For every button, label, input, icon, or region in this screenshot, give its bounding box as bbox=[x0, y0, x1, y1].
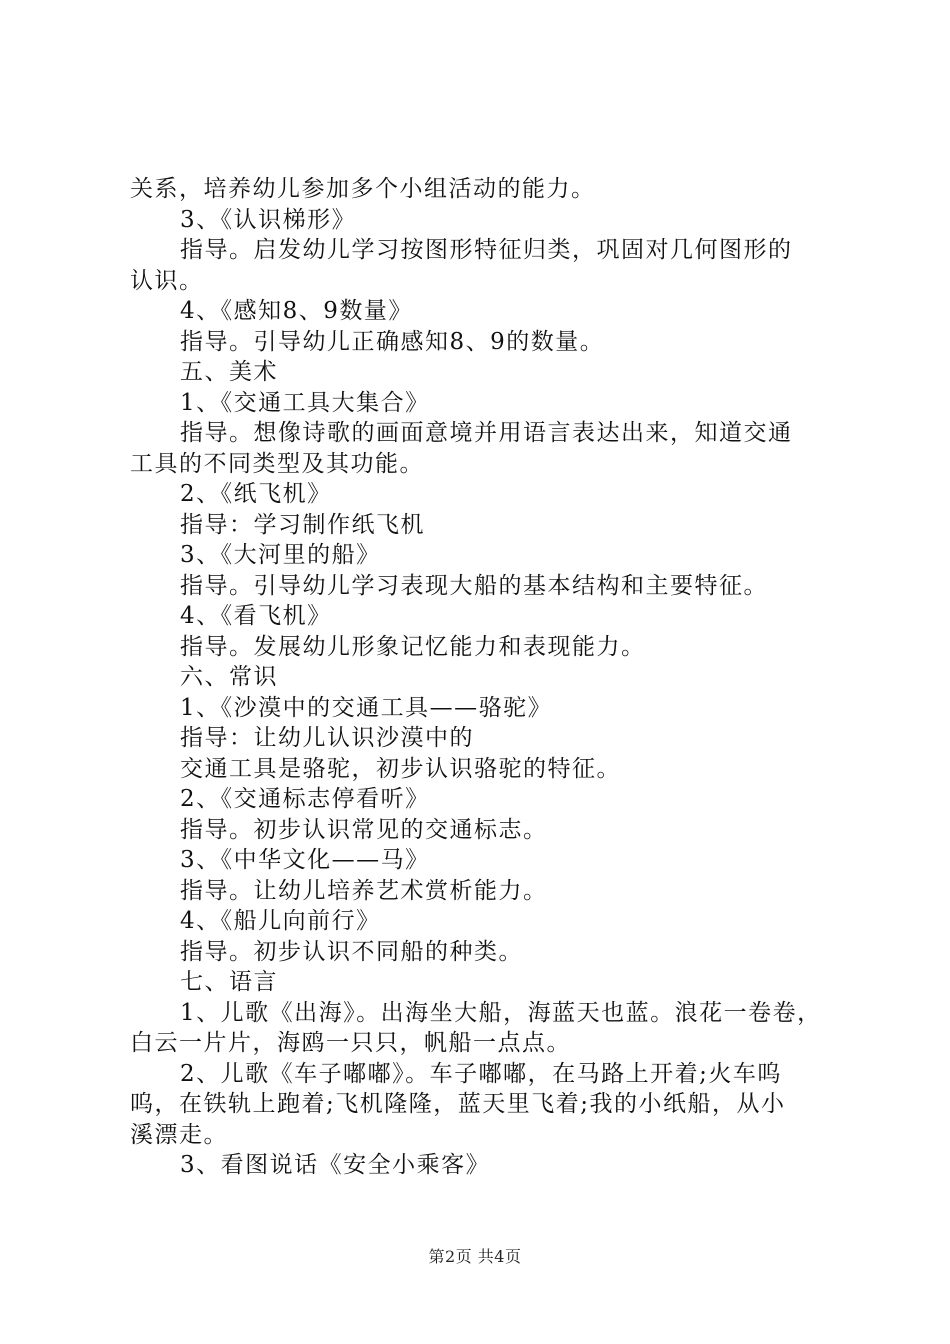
text-line: 工具的不同类型及其功能。 bbox=[130, 450, 424, 477]
text-line: 指导：学习制作纸飞机 bbox=[180, 511, 425, 538]
text-line: 指导。初步认识常见的交通标志。 bbox=[180, 816, 548, 843]
document-body bbox=[130, 174, 830, 1181]
text-line: 指导。启发幼儿学习按图形特征归类，巩固对几何图形的 bbox=[180, 237, 793, 263]
text-line: 交通工具是骆驼，初步认识骆驼的特征。 bbox=[180, 755, 621, 782]
text-line: 指导。初步认识不同船的种类。 bbox=[180, 938, 523, 965]
text-line: 五、美术 bbox=[180, 359, 278, 385]
text-line: 4、《船儿向前行》 bbox=[180, 908, 381, 934]
text-line: 1、《交通工具大集合》 bbox=[180, 389, 430, 416]
text-line: 指导。引导幼儿正确感知8、9的数量。 bbox=[180, 328, 605, 355]
text-line: 3、看图说话《安全小乘客》 bbox=[180, 1152, 491, 1178]
text-line: 指导：让幼儿认识沙漠中的 bbox=[180, 725, 474, 751]
text-line: 2、《纸飞机》 bbox=[180, 481, 332, 507]
text-line: 六、常识 bbox=[180, 664, 278, 690]
text-line: 关系，培养幼儿参加多个小组活动的能力。 bbox=[130, 176, 596, 202]
text-line: 3、《认识梯形》 bbox=[180, 206, 357, 233]
text-line: 呜，在铁轨上跑着;飞机隆隆，蓝天里飞着;我的小纸船，从小 bbox=[130, 1091, 786, 1117]
text-line: 认识。 bbox=[130, 267, 204, 294]
text-line: 3、《大河里的船》 bbox=[180, 542, 381, 568]
text-line: 七、语言 bbox=[180, 969, 278, 995]
text-line: 1、儿歌《出海》。出海坐大船，海蓝天也蓝。浪花一卷卷， bbox=[180, 999, 822, 1026]
text-line: 指导。想像诗歌的画面意境并用语言表达出来，知道交通 bbox=[180, 420, 793, 446]
text-line: 白云一片片，海鸥一只只，帆船一点点。 bbox=[130, 1030, 571, 1056]
text-line: 溪漂走。 bbox=[130, 1121, 228, 1148]
text-line: 指导。让幼儿培养艺术赏析能力。 bbox=[180, 877, 548, 904]
page-footer: 第2页 共4页 bbox=[428, 1247, 522, 1266]
text-line: 指导。发展幼儿形象记忆能力和表现能力。 bbox=[180, 633, 646, 660]
text-line: 2、《交通标志停看听》 bbox=[180, 786, 430, 812]
text-line: 1、《沙漠中的交通工具——骆驼》 bbox=[180, 694, 553, 721]
text-line: 2、儿歌《车子嘟嘟》。车子嘟嘟，在马路上开着;火车呜 bbox=[180, 1060, 782, 1087]
text-line: 4、《看飞机》 bbox=[180, 603, 332, 629]
text-line: 3、《中华文化——马》 bbox=[180, 847, 430, 873]
text-line: 4、《感知8、9数量》 bbox=[180, 298, 413, 324]
text-line: 指导。引导幼儿学习表现大船的基本结构和主要特征。 bbox=[180, 572, 768, 599]
